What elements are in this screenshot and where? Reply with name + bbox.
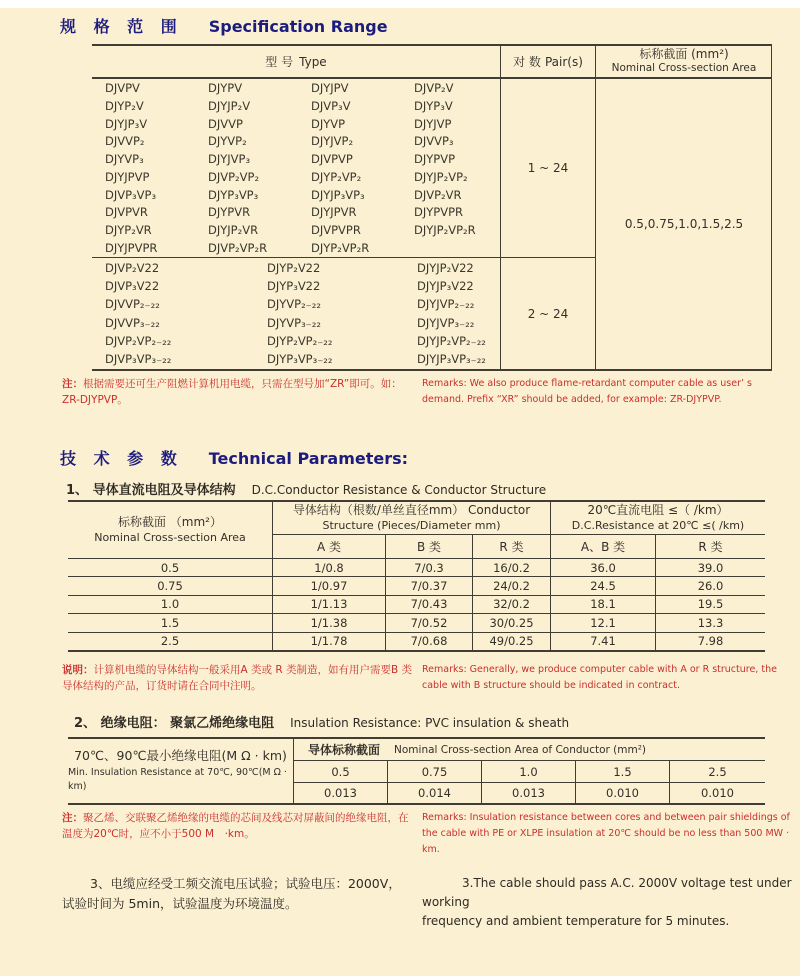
col-header-pairs-zh: 对 数 — [513, 55, 541, 69]
pairs-range-group-2: 2 ~ 24 — [500, 258, 596, 369]
cable-model: DJYJP₃V — [105, 116, 148, 131]
t2-size-cell: 1.0 — [481, 761, 575, 782]
t2-size-cell: 2.5 — [669, 761, 765, 782]
table1-remark-zh — [62, 662, 414, 695]
t1-dc-resistance-header — [550, 502, 765, 535]
t1-structure-header-en: Structure (Pieces/Diameter mm) — [322, 518, 501, 532]
t1-resistance-header-zh: 20℃直流电阻 ≤（ /km） — [587, 503, 729, 518]
cable-model: DJVPVPR — [311, 222, 361, 237]
cable-model: DJYJP₃VP₃ — [311, 187, 365, 202]
t1-value-cell: 7.41 — [550, 632, 655, 650]
cable-model: DJYJP₂VP₂R — [414, 222, 476, 237]
cable-model: DJYJVP — [414, 116, 452, 131]
cable-model: DJYPVPR — [414, 205, 463, 220]
cable-model: DJYP₂V — [105, 99, 144, 114]
col-header-type — [92, 46, 500, 77]
technical-parameters-title — [60, 446, 408, 469]
item1-heading-zh: 1、 导体直流电阻及导体结构 — [66, 483, 236, 498]
t1-subcol-ab: A、B 类 — [550, 535, 655, 558]
technical-parameters-title-zh: 技 术 参 数 — [60, 449, 183, 468]
t2-size-cell: 1.5 — [575, 761, 669, 782]
cable-model: DJYJP₂V22 — [417, 260, 474, 275]
item2-heading-en: Insulation Resistance: PVC insulation & sheath — [290, 716, 570, 730]
t1-value-cell: 16/0.2 — [472, 558, 550, 576]
t1-value-cell: 1/0.97 — [272, 576, 385, 594]
cable-model: DJYJVP₃₋₂₂ — [417, 315, 475, 330]
remark-label: 注： — [62, 812, 83, 824]
cable-model: DJVP₂V22 — [105, 260, 160, 275]
t2-value-cell: 0.010 — [669, 782, 765, 803]
spec-table-remark-en: Remarks: We also produce flame-retardant computer cable as user’ s demand. Prefix “XR” should be added, for example: ZR-DJYPVP. — [422, 378, 752, 406]
t1-value-cell: 7/0.3 — [385, 558, 472, 576]
spec-table-remark-zh — [62, 376, 414, 409]
cable-model: DJVP₂VP₂ — [208, 169, 260, 184]
t1-value-cell: 30/0.25 — [472, 613, 550, 631]
table1-remark-en: Remarks: Generally, we produce computer cable with A or R structure, the cable with B structure should be indicated in contract. — [422, 664, 777, 692]
remark-text-zh: 聚乙烯、交联聚乙烯绝缘的电缆的芯间及线芯对屏蔽间的绝缘电阻，在温度为20℃时，应不小于500 M ·km。 — [62, 812, 409, 841]
t2-nominal-header-en: Nominal Cross-section Area of Conductor (mm²) — [394, 743, 647, 756]
dc-resistance-table — [68, 500, 765, 652]
cable-model: DJYJPVP — [105, 169, 150, 184]
t1-col1-header — [68, 502, 272, 558]
cable-model: DJYJVP₃ — [208, 152, 251, 167]
cable-model: DJYP₃VP₃ — [208, 187, 259, 202]
cable-model: DJYJP₂VR — [208, 222, 259, 237]
t1-value-cell: 0.75 — [68, 576, 272, 594]
t1-value-cell: 7/0.37 — [385, 576, 472, 594]
t1-value-cell: 7/0.52 — [385, 613, 472, 631]
cable-model: DJYPVP — [414, 152, 456, 167]
item2-heading — [74, 712, 569, 731]
t1-subcol-a: A 类 — [272, 535, 385, 558]
t1-subcol-b: B 类 — [385, 535, 472, 558]
t2-value-cell: 0.013 — [293, 782, 387, 803]
col-header-type-en: Type — [299, 54, 327, 69]
cable-model: DJYJPVR — [311, 205, 357, 220]
cable-model: DJVP₂VP₂₋₂₂ — [105, 333, 172, 348]
t1-value-cell: 39.0 — [655, 558, 765, 576]
t2-nominal-header-zh: 导体标称截面 — [308, 743, 381, 757]
cable-model: DJYPV — [208, 81, 243, 96]
t2-value-cell: 0.014 — [387, 782, 481, 803]
cable-model: DJYP₃V — [414, 99, 453, 114]
t1-structure-header-zh: 导体结构（根数/单丝直径mm） Conductor — [292, 503, 531, 518]
t2-size-cell: 0.5 — [293, 761, 387, 782]
col-header-nominal — [596, 46, 772, 77]
cable-model: DJVP₂VP₂R — [208, 240, 268, 255]
cable-model: DJYPVR — [208, 205, 251, 220]
cable-model: DJYVP₃ — [105, 152, 144, 167]
t1-value-cell: 13.3 — [655, 613, 765, 631]
t1-value-cell: 1.5 — [68, 613, 272, 631]
remark-label: 说明： — [62, 664, 94, 676]
cable-model: DJYJPVPR — [105, 240, 158, 255]
table2-remark-en: Remarks: Insulation resistance between cores and between pair shieldings of the cable with PE or XLPE insulation at 20℃ should be no less than 500 MW · km. — [422, 812, 790, 856]
cable-model: DJYJVP₂ — [311, 134, 354, 149]
insulation-resistance-table — [68, 737, 765, 805]
cable-model: DJYP₂VP₂₋₂₂ — [267, 333, 333, 348]
cable-model: DJVP₃VP₃ — [105, 187, 157, 202]
col-header-pairs — [500, 46, 596, 77]
t1-value-cell: 18.1 — [550, 595, 655, 613]
model-group-1 — [92, 79, 500, 258]
t1-value-cell: 1/0.8 — [272, 558, 385, 576]
cable-model: DJYJP₃V22 — [417, 279, 474, 294]
col-header-pairs-en: Pair(s) — [544, 54, 583, 69]
t2-left-header — [68, 739, 293, 803]
item3-en-line2: frequency and ambient temperature for 5 minutes. — [422, 914, 730, 929]
spec-range-title — [60, 14, 388, 37]
cable-model: DJYJP₃VP₃₋₂₂ — [417, 352, 486, 367]
cable-model: DJVPV — [105, 81, 140, 96]
cable-model: DJVVP₃ — [414, 134, 454, 149]
cable-model: DJYP₃V22 — [267, 279, 321, 294]
technical-parameters-title-en: Technical Parameters: — [208, 449, 409, 468]
t1-value-cell: 7/0.43 — [385, 595, 472, 613]
cable-model: DJYP₂VP₂R — [311, 240, 370, 255]
t1-value-cell: 2.5 — [68, 632, 272, 650]
t1-resistance-header-en: D.C.Resistance at 20℃ ≤( /km) — [571, 518, 745, 532]
cable-model: DJVP₃V22 — [105, 279, 160, 294]
item3-en-line1: 3.The cable should pass A.C. 2000V voltage test under working — [422, 876, 792, 910]
scanned-spec-page — [0, 8, 800, 976]
spec-table-remark — [0, 376, 794, 409]
t1-value-cell: 32/0.2 — [472, 595, 550, 613]
specification-table — [92, 44, 772, 371]
t2-left-header-zh: 70℃、90℃最小绝缘电阻(M Ω · km) — [74, 748, 287, 764]
t1-subcol-r2: R 类 — [655, 535, 765, 558]
nominal-cross-section-values: 0.5,0.75,1.0,1.5,2.5 — [624, 217, 744, 231]
t1-value-cell: 49/0.25 — [472, 632, 550, 650]
item3-zh-line1: 3、电缆应经受工频交流电压试验；试验电压：2000V， — [90, 876, 401, 891]
table2-remark — [0, 810, 794, 858]
remark-label: 注： — [62, 378, 83, 390]
t1-value-cell: 1/1.78 — [272, 632, 385, 650]
col-header-type-zh: 型 号 — [265, 55, 294, 69]
cable-model: DJVP₂VR — [414, 187, 462, 202]
t1-value-cell: 36.0 — [550, 558, 655, 576]
item2-heading-zh: 2、 绝缘电阻： 聚氯乙烯绝缘电阻 — [74, 716, 275, 731]
t1-value-cell: 19.5 — [655, 595, 765, 613]
cable-model: DJYP₂VR — [105, 222, 152, 237]
t1-value-cell: 24/0.2 — [472, 576, 550, 594]
spec-range-title-zh: 规 格 范 围 — [60, 17, 183, 36]
t1-value-cell: 0.5 — [68, 558, 272, 576]
cable-model: DJYJP₂VP₂₋₂₂ — [417, 333, 486, 348]
t1-subcol-r: R 类 — [472, 535, 550, 558]
cable-model: DJYJP₂VP₂ — [414, 169, 468, 184]
specification-table-header — [92, 46, 771, 79]
item1-heading-en: D.C.Conductor Resistance & Conductor Structure — [251, 483, 547, 497]
cable-model: DJVVP₃₋₂₂ — [105, 315, 160, 330]
cable-model: DJVPVP — [311, 152, 353, 167]
cable-model: DJYP₂VP₂ — [311, 169, 362, 184]
table1-remark — [0, 662, 794, 695]
t1-value-cell: 26.0 — [655, 576, 765, 594]
t1-conductor-structure-header — [272, 502, 550, 535]
t1-value-cell: 1.0 — [68, 595, 272, 613]
t1-value-cell: 7.98 — [655, 632, 765, 650]
cable-model: DJVVP₂₋₂₂ — [105, 297, 160, 312]
t1-value-cell: 24.5 — [550, 576, 655, 594]
spec-range-title-en: Specification Range — [208, 17, 388, 36]
item1-heading — [66, 479, 546, 498]
table2-remark-zh — [62, 810, 414, 858]
item3-zh-line2: 试验时间为 5min，试验温度为环境温度。 — [62, 896, 298, 911]
item3-voltage-test — [0, 874, 794, 932]
t1-value-cell: 1/1.13 — [272, 595, 385, 613]
t1-value-cell: 1/1.38 — [272, 613, 385, 631]
cable-model: DJVP₂V — [414, 81, 454, 96]
cable-model: DJYJVP₂₋₂₂ — [417, 297, 475, 312]
cable-model: DJVPVR — [105, 205, 148, 220]
t2-nominal-header — [293, 739, 765, 761]
t2-value-cell: 0.010 — [575, 782, 669, 803]
cable-model: DJYP₃VP₃₋₂₂ — [267, 352, 333, 367]
t2-size-cell: 0.75 — [387, 761, 481, 782]
col-header-nominal-en: Nominal Cross-section Area — [611, 62, 757, 75]
cable-model: DJVP₃V — [311, 99, 351, 114]
t1-value-cell: 12.1 — [550, 613, 655, 631]
t2-value-cell: 0.013 — [481, 782, 575, 803]
t1-value-cell: 7/0.68 — [385, 632, 472, 650]
col-header-nominal-zh: 标称截面 (mm²) — [639, 47, 729, 62]
cable-model: DJYVP — [311, 116, 346, 131]
cable-model: DJVVP — [208, 116, 243, 131]
t1-col1-header-zh: 标称截面 （mm²） — [117, 515, 222, 530]
item3-zh — [62, 874, 414, 932]
pairs-range-group-1: 1 ~ 24 — [500, 79, 596, 258]
cable-model: DJYVP₃₋₂₂ — [267, 315, 321, 330]
cable-model: DJYP₂V22 — [267, 260, 321, 275]
t1-col1-header-en: Nominal Cross-section Area — [94, 530, 246, 544]
cable-model: DJYJP₂V — [208, 99, 251, 114]
model-group-2 — [92, 258, 500, 369]
remark-text-zh: 计算机电缆的导体结构一般采用A 类或 R 类制造，如有用户需要B 类导体结构的产品，订货时请在合同中注明。 — [62, 664, 413, 693]
item3-en — [422, 874, 794, 932]
specification-table-body — [92, 79, 771, 369]
t2-left-header-en: Min. Insulation Resistance at 70℃, 90℃(M Ω · km) — [68, 767, 287, 793]
remark-text-zh: 根据需要还可生产阻燃计算机用电缆，只需在型号加“ZR”即可。如：ZR-DJYPVP。 — [62, 378, 402, 407]
cable-model: DJYVP₂₋₂₂ — [267, 297, 321, 312]
cable-model: DJYJPV — [311, 81, 349, 96]
cable-model: DJVVP₂ — [105, 134, 145, 149]
cable-model: DJVP₃VP₃₋₂₂ — [105, 352, 172, 367]
cable-model: DJYVP₂ — [208, 134, 247, 149]
